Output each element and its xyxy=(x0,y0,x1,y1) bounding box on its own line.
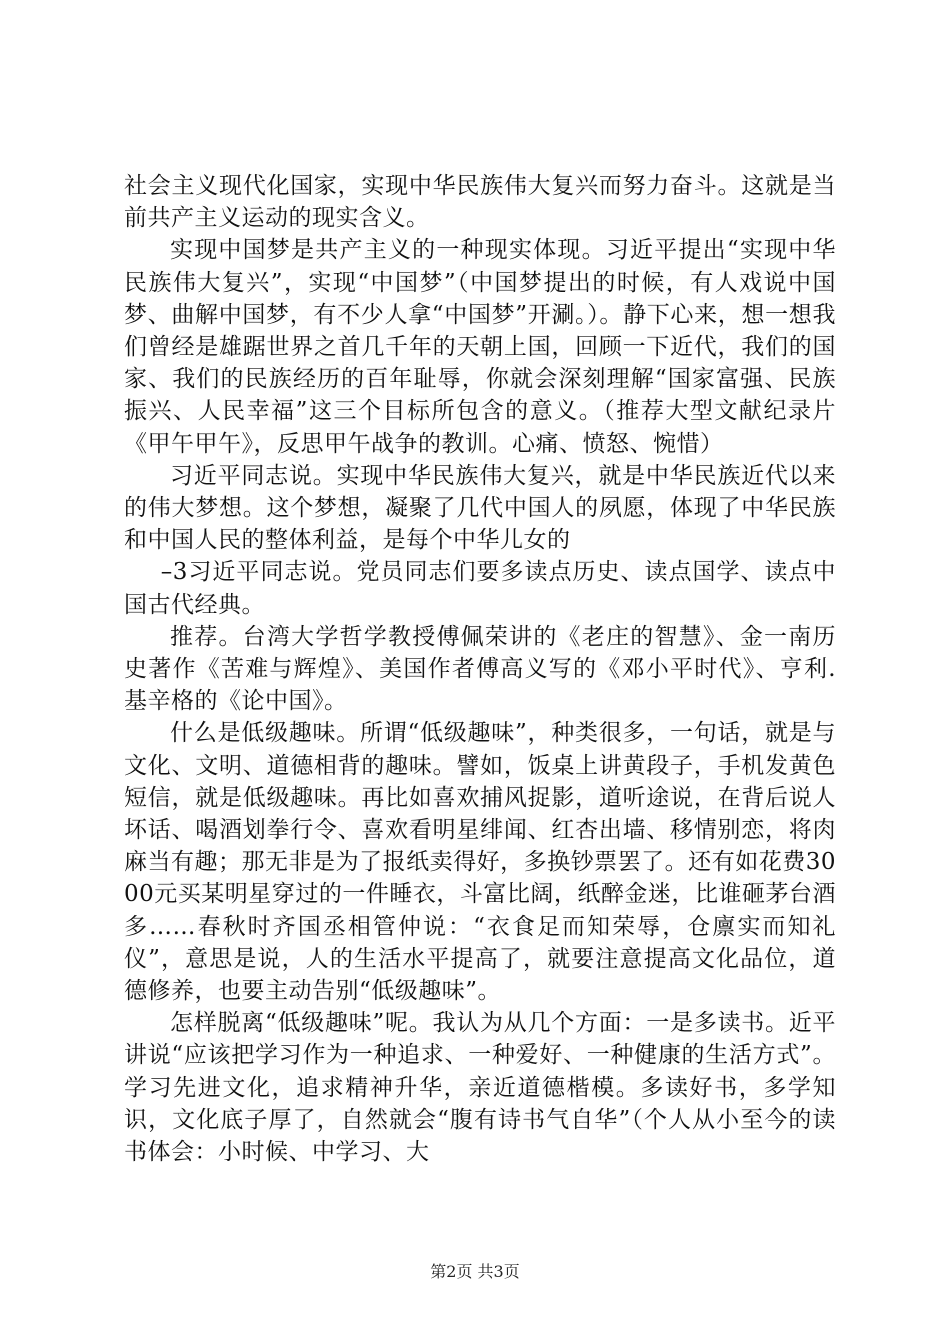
paragraph-7: 怎样脱离“低级趣味”呢。我认为从几个方面：一是多读书。近平讲说“应该把学习作为一种追求、一种爱好、一种健康的生活方式”。学习先进文化，追求精神升华，亲近道德楷模。多读好书，多学知识，文化底子厚了，自然就会“腹有诗书气自华”（个人从小至今的读书体会：小时候、中学习、大 xyxy=(124,1010,836,1166)
paragraph-4: –3习近平同志说。党员同志们要多读点历史、读点国学、读点中国古代经典。 xyxy=(124,559,836,618)
paragraph-6: 什么是低级趣味。所谓“低级趣味”，种类很多，一句话，就是与文化、文明、道德相背的趣味。譬如，饭桌上讲黄段子，手机发黄色短信，就是低级趣味。再比如喜欢捕风捉影，道听途说，在背后说人坏话、喝酒划拳行令、喜欢看明星绯闻、红杏出墙、移情别恋，将肉麻当有趣；那无非是为了报纸卖得好，多换钞票罢了。还有如花费3000元买某明星穿过的一件睡衣，斗富比阔，纸醉金迷，比谁砸茅台酒多……春秋时齐国丞相管仲说：“衣食足而知荣辱，仓廪实而知礼仪”，意思是说，人的生活水平提高了，就要注意提高文化品位，道德修养，也要主动告别“低级趣味”。 xyxy=(124,720,836,1005)
paragraph-5: 推荐。台湾大学哲学教授傅佩荣讲的《老庄的智慧》、金一南历史著作《苦难与辉煌》、美国作者傅高义写的《邓小平时代》、亨利.基辛格的《论中国》。 xyxy=(124,623,836,715)
document-body xyxy=(124,170,836,1168)
paragraph-2: 实现中国梦是共产主义的一种现实体现。习近平提出“实现中华民族伟大复兴”，实现“中国梦”（中国梦提出的时候，有人戏说中国梦、曲解中国梦，有不少人拿“中国梦”开涮。）。静下心来，想一想我们曾经是雄踞世界之首几千年的天朝上国，回顾一下近代，我们的国家、我们的民族经历的百年耻辱，你就会深刻理解“国家富强、民族振兴、人民幸福”这三个目标所包含的意义。（推荐大型文献纪录片《甲午甲午》，反思甲午战争的教训。心痛、愤怒、惋惜） xyxy=(124,237,836,457)
page-footer: 第2页 共3页 xyxy=(430,1262,520,1281)
paragraph-3: 习近平同志说。实现中华民族伟大复兴，就是中华民族近代以来的伟大梦想。这个梦想，凝聚了几代中国人的夙愿，体现了中华民族和中国人民的整体利益，是每个中华儿女的 xyxy=(124,462,836,554)
paragraph-1: 社会主义现代化国家，实现中华民族伟大复兴而努力奋斗。这就是当前共产主义运动的现实含义。 xyxy=(124,173,836,232)
